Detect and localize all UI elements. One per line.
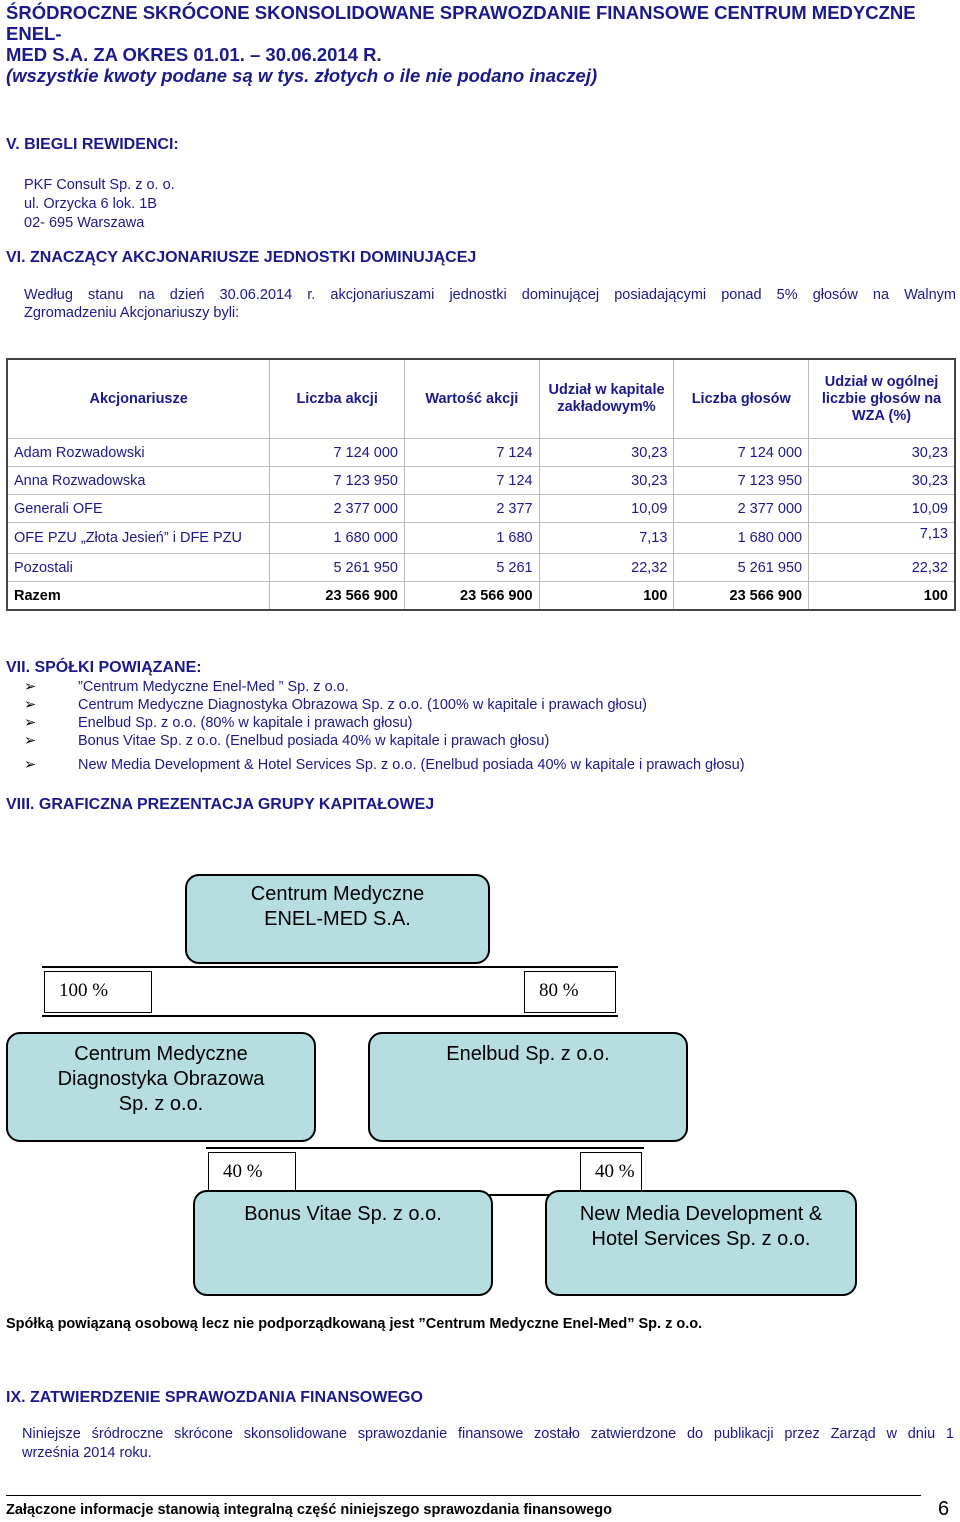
child-company-left-label: Centrum Medyczne Diagnostyka Obrazowa Sp. z o.o. bbox=[57, 1043, 265, 1115]
parent-company-box bbox=[185, 874, 490, 964]
col-header-vote-share: Udział w ogólnej liczbie głosów na WZA (%) bbox=[809, 359, 955, 439]
cell-shareholder: Pozostali bbox=[7, 554, 270, 582]
cell-value: 7 124 bbox=[404, 467, 539, 495]
list-item-text: New Media Development & Hotel Services Sp. z o.o. (Enelbud posiada 40% w kapitale i prawach głosu) bbox=[78, 757, 745, 773]
cell-total-value: 23 566 900 bbox=[404, 582, 539, 611]
cell-total-vote-share: 100 bbox=[809, 582, 955, 611]
cell-shareholder: Anna Rozwadowska bbox=[7, 467, 270, 495]
pct-label-left: 100 % bbox=[44, 971, 152, 1013]
arrowhead-bullet-icon: ➢ bbox=[24, 757, 37, 773]
approval-text-line-2: września 2014 roku. bbox=[22, 1445, 152, 1461]
cell-votes: 5 261 950 bbox=[674, 554, 809, 582]
header-line-3: (wszystkie kwoty podane są w tys. złotych o ile nie podano inaczej) bbox=[6, 65, 598, 86]
auditor-city: 02- 695 Warszawa bbox=[24, 215, 145, 231]
table-row bbox=[7, 523, 955, 554]
grandchild-left-box bbox=[193, 1190, 493, 1296]
cell-vote-share: 30,23 bbox=[809, 467, 955, 495]
child-company-right-label: Enelbud Sp. z o.o. bbox=[446, 1043, 610, 1065]
col-header-capital-share: Udział w kapitale zakładowym% bbox=[539, 359, 674, 439]
connector-line bbox=[206, 1147, 644, 1149]
cell-shareholder: Generali OFE bbox=[7, 495, 270, 523]
cell-total-capital-share: 100 bbox=[539, 582, 674, 611]
footer-note: Załączone informacje stanowią integralną część niniejszego sprawozdania finansowego bbox=[6, 1502, 612, 1518]
cell-shareholder: OFE PZU „Złota Jesień” i DFE PZU bbox=[7, 523, 270, 554]
pct-label-gc-right: 40 % bbox=[580, 1152, 642, 1192]
cell-capital-share: 30,23 bbox=[539, 439, 674, 467]
cell-value: 7 124 bbox=[404, 439, 539, 467]
cell-votes: 7 123 950 bbox=[674, 467, 809, 495]
col-header-votes: Liczba głosów bbox=[674, 359, 809, 439]
cell-votes: 7 124 000 bbox=[674, 439, 809, 467]
section-6-intro-line-2: Zgromadzeniu Akcjonariuszy byli: bbox=[24, 305, 240, 321]
section-6-title: VI. ZNACZĄCY AKCJONARIUSZE JEDNOSTKI DOMINUJĄCEJ bbox=[6, 249, 477, 266]
related-party-note: Spółką powiązaną osobową lecz nie podporządkowaną jest ”Centrum Medyczne Enel-Med” Sp. z o.o. bbox=[6, 1316, 703, 1332]
connector-line bbox=[42, 1015, 618, 1017]
cell-votes: 1 680 000 bbox=[674, 523, 809, 554]
cell-capital-share: 10,09 bbox=[539, 495, 674, 523]
connector-line bbox=[42, 966, 618, 968]
document-header bbox=[6, 2, 956, 86]
table-row bbox=[7, 554, 955, 582]
parent-company-label: Centrum Medyczne ENEL-MED S.A. bbox=[250, 883, 425, 930]
header-line-2: MED S.A. ZA OKRES 01.01. – 30.06.2014 R. bbox=[6, 44, 382, 65]
child-company-right-box bbox=[368, 1032, 688, 1142]
auditor-address bbox=[24, 176, 175, 233]
table-row bbox=[7, 467, 955, 495]
cell-value: 2 377 bbox=[404, 495, 539, 523]
shareholders-table bbox=[6, 358, 956, 611]
arrowhead-bullet-icon: ➢ bbox=[24, 679, 37, 695]
cell-votes: 2 377 000 bbox=[674, 495, 809, 523]
child-company-left-box bbox=[6, 1032, 316, 1142]
footer-divider bbox=[6, 1495, 921, 1496]
cell-shareholder: Adam Rozwadowski bbox=[7, 439, 270, 467]
cell-value: 1 680 bbox=[404, 523, 539, 554]
grandchild-right-label: New Media Development & Hotel Services Sp. z o.o. bbox=[579, 1203, 823, 1250]
section-6-intro-line-1: Według stanu na dzień 30.06.2014 r. akcjonariuszami jednostki dominującej posiadającymi ponad 5% głosów na Walnym bbox=[24, 287, 956, 303]
cell-capital-share: 30,23 bbox=[539, 467, 674, 495]
section-8-title: VIII. GRAFICZNA PREZENTACJA GRUPY KAPITAŁOWEJ bbox=[6, 796, 435, 813]
arrowhead-bullet-icon: ➢ bbox=[24, 715, 37, 731]
cell-total-label: Razem bbox=[7, 582, 270, 611]
cell-shares: 7 124 000 bbox=[270, 439, 405, 467]
cell-vote-share: 30,23 bbox=[809, 439, 955, 467]
cell-vote-share: 10,09 bbox=[809, 495, 955, 523]
pct-label-gc-left: 40 % bbox=[208, 1152, 296, 1192]
approval-text-line-1: Niniejsze śródroczne skrócone skonsolidowane sprawozdanie finansowe zostało zatwierdzone do publikacji przez Zarząd w dniu 1 bbox=[22, 1426, 954, 1442]
col-header-value: Wartość akcji bbox=[404, 359, 539, 439]
list-item-text: Enelbud Sp. z o.o. (80% w kapitale i prawach głosu) bbox=[78, 715, 413, 731]
cell-shares: 1 680 000 bbox=[270, 523, 405, 554]
list-item-text: Bonus Vitae Sp. z o.o. (Enelbud posiada 40% w kapitale i prawach głosu) bbox=[78, 733, 550, 749]
cell-total-shares: 23 566 900 bbox=[270, 582, 405, 611]
cell-shares: 5 261 950 bbox=[270, 554, 405, 582]
auditor-name: PKF Consult Sp. z o. o. bbox=[24, 177, 175, 193]
grandchild-right-box bbox=[545, 1190, 857, 1296]
table-header-row bbox=[7, 359, 955, 439]
cell-capital-share: 22,32 bbox=[539, 554, 674, 582]
table-row bbox=[7, 439, 955, 467]
col-header-shares: Liczba akcji bbox=[270, 359, 405, 439]
list-item-text: ”Centrum Medyczne Enel-Med ” Sp. z o.o. bbox=[78, 679, 349, 695]
table-total-row bbox=[7, 582, 955, 611]
header-line-1: ŚRÓDROCZNE SKRÓCONE SKONSOLIDOWANE SPRAWOZDANIE FINANSOWE CENTRUM MEDYCZNE ENEL- bbox=[6, 2, 916, 44]
cell-vote-share: 22,32 bbox=[809, 554, 955, 582]
cell-capital-share: 7,13 bbox=[539, 523, 674, 554]
pct-label-right: 80 % bbox=[524, 971, 616, 1013]
section-5-title: V. BIEGLI REWIDENCI: bbox=[6, 136, 179, 153]
col-header-shareholder: Akcjonariusze bbox=[7, 359, 270, 439]
page-number: 6 bbox=[938, 1498, 950, 1520]
list-item-text: Centrum Medyczne Diagnostyka Obrazowa Sp. z o.o. (100% w kapitale i prawach głosu) bbox=[78, 697, 647, 713]
arrowhead-bullet-icon: ➢ bbox=[24, 697, 37, 713]
cell-shares: 7 123 950 bbox=[270, 467, 405, 495]
section-7-title: VII. SPÓŁKI POWIĄZANE: bbox=[6, 659, 202, 676]
table-row bbox=[7, 495, 955, 523]
cell-total-votes: 23 566 900 bbox=[674, 582, 809, 611]
cell-shares: 2 377 000 bbox=[270, 495, 405, 523]
arrowhead-bullet-icon: ➢ bbox=[24, 733, 37, 749]
section-9-title: IX. ZATWIERDZENIE SPRAWOZDANIA FINANSOWEGO bbox=[6, 1389, 423, 1406]
cell-vote-share: 7,13 bbox=[809, 523, 955, 554]
grandchild-left-label: Bonus Vitae Sp. z o.o. bbox=[244, 1203, 442, 1225]
auditor-street: ul. Orzycka 6 lok. 1B bbox=[24, 196, 157, 212]
cell-value: 5 261 bbox=[404, 554, 539, 582]
